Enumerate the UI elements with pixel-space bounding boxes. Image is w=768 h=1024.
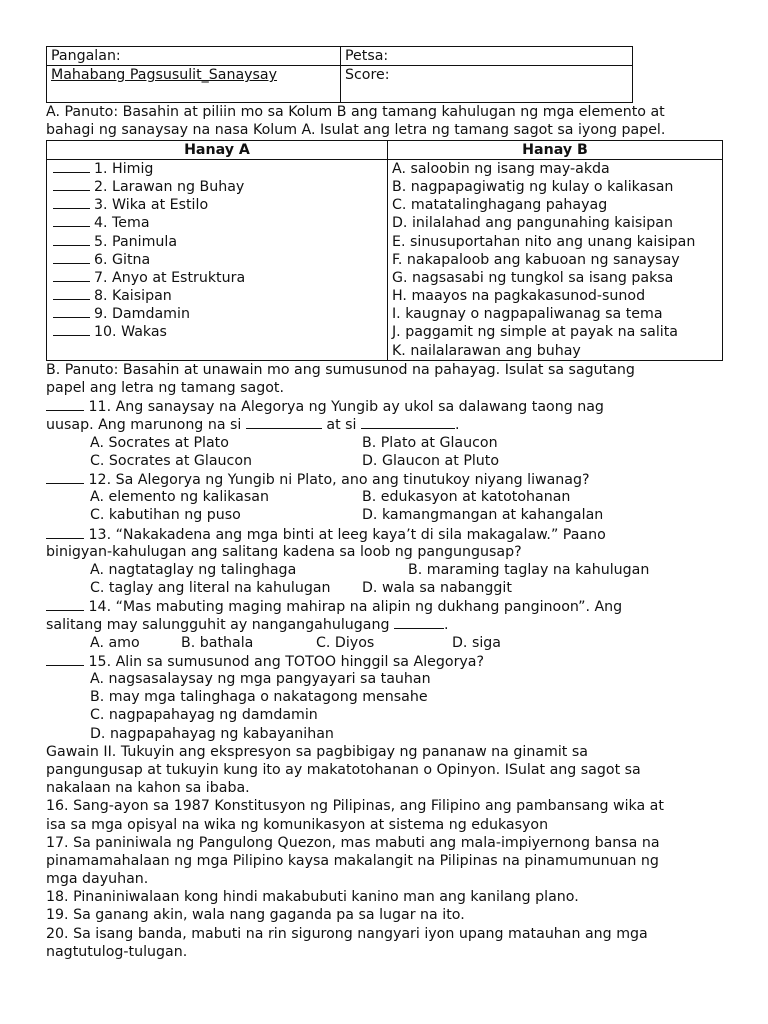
question-11: 11. Ang sanaysay na Alegorya ng Yungib ay ukol sa dalawang taong nag bbox=[46, 397, 736, 415]
question-15: 15. Alin sa sumusunod ang TOTOO hinggil sa Alegorya? bbox=[46, 652, 736, 670]
option: D. siga bbox=[452, 634, 501, 651]
fill-blank bbox=[361, 415, 455, 429]
gawain-line: 16. Sang-ayon sa 1987 Konstitusyon ng Pilipinas, ang Filipino ang pambansang wika at bbox=[46, 798, 664, 815]
fill-blank bbox=[246, 415, 322, 429]
list-item: 8. Kaisipan bbox=[53, 287, 387, 305]
date-label: Petsa: bbox=[341, 47, 633, 66]
answer-blank bbox=[53, 287, 90, 300]
part-a-instructions-2: bahagi ng sanaysay na nasa Kolum A. Isulat ang letra ng tamang sagot sa iyong papel. bbox=[46, 122, 666, 139]
option: B. maraming taglay na kahulugan bbox=[408, 561, 650, 578]
gawain-line: mga dayuhan. bbox=[46, 871, 149, 888]
test-title: Mahabang Pagsusulit_Sanaysay bbox=[51, 67, 278, 84]
question-options bbox=[46, 434, 736, 452]
col-a-header: Hanay A bbox=[47, 140, 388, 159]
question-14: 14. “Mas mabuting maging mahirap na alipin ng dukhang panginoon”. Ang bbox=[46, 597, 736, 615]
question-12: 12. Sa Alegorya ng Yungib ni Plato, ano ang tinutukoy niyang liwanag? bbox=[46, 470, 736, 488]
option: C. nagpapahayag ng damdamin bbox=[90, 707, 318, 724]
option: D. wala sa nabanggit bbox=[362, 580, 512, 597]
gawain-ii-section bbox=[46, 743, 736, 961]
score-label: Score: bbox=[341, 66, 633, 103]
answer-blank bbox=[53, 214, 90, 227]
option: A. nagsasalaysay ng mga pangyayari sa tauhan bbox=[90, 671, 431, 688]
list-item: 7. Anyo at Estruktura bbox=[53, 269, 387, 287]
answer-blank bbox=[46, 397, 84, 411]
option: C. kabutihan ng puso bbox=[90, 507, 241, 524]
option: D. nagpapahayag ng kabayanihan bbox=[90, 725, 334, 742]
list-item: G. nagsasabi ng tungkol sa isang paksa bbox=[392, 269, 674, 286]
quiz-page: Pangalan: Petsa: Mahabang Pagsusulit_Sanaysay Score: A. Panuto: Basahin at piliin mo sa Kolum B ang tamang kahulugan ng mga elemento at bahagi ng sanaysay na nasa Kolum A. Isulat ang letra ng tamang sagot sa iyong papel. Hanay A Hanay B 1. Himig 2. Larawan ng Buhay 3. Wika at Estilo 4. Tema 5. Panimula 6. Gitna 7. Anyo at Estruktura 8. Kaisipan 9. Damdamin 10. Wakas A. saloobin ng isang may-akda B. nagpapagiwatig ng kulay o kalikasan C. matatalinghagang pahayag D. inilalahad ang pangunahing kaisipan E. sinusuportahan nito ang unang kaisipan F. nakapaloob ang kabuoan ng sanaysay G. nagsasabi ng tungkol sa isang paksa H. maayos na pagkakasunod-sunod I. kaugnay o nagpapaliwanag sa tema J. paggamit ng simple at payak na salita K. nailalarawan ang buhay B. Panuto: Basahin at unawain mo ang sumusunod na pahayag. Isulat sa sagutang papel ang letra ng tamang sagot. 11. Ang sanaysay na Alegorya ng Yungib ay ukol sa dalawang taong nag uusap. Ang marunong na si at si . A. Socrates at Plato B. Plato at Glaucon C. Socrates at Glaucon D. Glaucon at Pluto 12. Sa Alegorya ng Yungib ni Plato, ano ang tinutukoy niyang liwanag? A. elemento ng kalikasan B. edukasyon at katotohanan C. kabutihan ng puso D. kamangmangan at kahangalan 13. “Nakakadena ang mga binti at leeg kaya’t di sila makagalaw.” Paano binigyan-kahulugan ang salitang kadena sa loob ng pangungusap? A. nagtataglay ng talinghaga B. maraming taglay na kahulugan C. taglay ang literal na kahulugan D. wala sa nabanggit 14. “Mas mabuting maging mahirap na alipin ng dukhang panginoon”. Ang salitang may salungguhit ay nangangahulugang . A. amo B. bathala C. Diyos D. siga 15. Alin sa sumusunod ang TOTOO hinggil sa Alegorya? A. nagsasalaysay ng mga pangyayari sa tauhan B. may mga talinghaga o nakatagong mensahe C. nagpapahayag ng damdamin D. nagpapahayag ng kabayanihan Gawain II. Tukuyin ang ekspresyon sa pagbibigay ng pananaw na ginamit sa pangungusap at tukuyin kung ito ay makatotohanan o Opinyon. ISulat ang sagot sa nakalaan na kahon sa ibaba. 16. Sang-ayon sa 1987 Konstitusyon ng Pilipinas, ang Filipino ang pambansang wika at isa sa mga opisyal na wika ng komunikasyon at sistema ng edukasyon 17. Sa paniniwala ng Pangulong Quezon, mas mabuti ang mala-impiyernong bansa na pinamamahalaan ng mga Pilipino kaysa makalangit na Pilipinas na pinamumunuan ng mga dayuhan. 18. Pinaniniwalaan kong hindi makabubuti kanino man ang kanilang plano. 19. Sa ganang akin, wala nang gaganda pa sa lugar na ito. 20. Sa isang banda, mabuti na rin sigurong nangyari iyon upang matauhan ang mga nagtutulog-tulugan. bbox=[46, 46, 736, 961]
gawain-line: nagtutulog-tulugan. bbox=[46, 943, 188, 960]
list-item: F. nakapaloob ang kabuoan ng sanaysay bbox=[392, 251, 680, 268]
list-item: 2. Larawan ng Buhay bbox=[53, 178, 387, 196]
gawain-line: Gawain II. Tukuyin ang ekspresyon sa pagbibigay ng pananaw na ginamit sa bbox=[46, 743, 588, 760]
column-a bbox=[47, 159, 388, 360]
gawain-line: 18. Pinaniniwalaan kong hindi makabubuti kanino man ang kanilang plano. bbox=[46, 889, 579, 906]
list-item: A. saloobin ng isang may-akda bbox=[392, 160, 610, 177]
question-options bbox=[46, 579, 736, 597]
list-item: D. inilalahad ang pangunahing kaisipan bbox=[392, 215, 673, 232]
list-item: 3. Wika at Estilo bbox=[53, 196, 387, 214]
option: A. amo bbox=[90, 634, 140, 651]
list-item: 10. Wakas bbox=[53, 323, 387, 341]
list-item: J. paggamit ng simple at payak na salita bbox=[392, 324, 678, 341]
list-item: 1. Himig bbox=[53, 160, 387, 178]
part-b-instructions-2: papel ang letra ng tamang sagot. bbox=[46, 380, 284, 397]
list-item: 5. Panimula bbox=[53, 233, 387, 251]
question-options bbox=[46, 506, 736, 524]
list-item: E. sinusuportahan nito ang unang kaisipan bbox=[392, 233, 696, 250]
question-options bbox=[46, 634, 736, 652]
gawain-line: 17. Sa paniniwala ng Pangulong Quezon, mas mabuti ang mala-impiyernong bansa na bbox=[46, 834, 660, 851]
option: C. Socrates at Glaucon bbox=[90, 452, 252, 469]
list-item: K. nailalarawan ang buhay bbox=[392, 342, 581, 359]
question-13: 13. “Nakakadena ang mga binti at leeg kaya’t di sila makagalaw.” Paano bbox=[46, 525, 736, 543]
option: A. Socrates at Plato bbox=[90, 434, 229, 451]
part-a-instructions-1: A. Panuto: Basahin at piliin mo sa Kolum B ang tamang kahulugan ng mga elemento at bbox=[46, 104, 665, 121]
answer-blank bbox=[53, 178, 90, 191]
col-b-header: Hanay B bbox=[388, 140, 723, 159]
gawain-line: isa sa mga opisyal na wika ng komunikasyon at sistema ng edukasyon bbox=[46, 816, 549, 833]
option: B. Plato at Glaucon bbox=[362, 434, 498, 451]
header-table bbox=[46, 46, 633, 103]
list-item: B. nagpapagiwatig ng kulay o kalikasan bbox=[392, 178, 674, 195]
option: C. Diyos bbox=[316, 634, 375, 651]
question-options bbox=[46, 488, 736, 506]
answer-blank bbox=[53, 196, 90, 209]
answer-blank bbox=[53, 160, 90, 173]
gawain-line: 20. Sa isang banda, mabuti na rin sigurong nangyari iyon upang matauhan ang mga bbox=[46, 925, 648, 942]
option: D. Glaucon at Pluto bbox=[362, 452, 500, 469]
list-item: I. kaugnay o nagpapaliwanag sa tema bbox=[392, 306, 663, 323]
gawain-line: pangungusap at tukuyin kung ito ay makatotohanan o Opinyon. ISulat ang sagot sa bbox=[46, 761, 641, 778]
answer-blank bbox=[46, 470, 84, 484]
matching-table bbox=[46, 140, 723, 361]
list-item: 9. Damdamin bbox=[53, 305, 387, 323]
list-item: C. matatalinghagang pahayag bbox=[392, 197, 608, 214]
option: B. may mga talinghaga o nakatagong mensahe bbox=[90, 689, 428, 706]
list-item: 6. Gitna bbox=[53, 251, 387, 269]
answer-blank bbox=[46, 652, 84, 666]
fill-blank bbox=[394, 615, 444, 629]
name-label: Pangalan: bbox=[47, 47, 341, 66]
answer-blank bbox=[46, 525, 84, 539]
answer-blank bbox=[46, 597, 84, 611]
gawain-line: 19. Sa ganang akin, wala nang gaganda pa sa lugar na ito. bbox=[46, 907, 465, 924]
option: A. elemento ng kalikasan bbox=[90, 489, 269, 506]
option: A. nagtataglay ng talinghaga bbox=[90, 561, 297, 578]
list-item: H. maayos na pagkakasunod-sunod bbox=[392, 288, 646, 305]
answer-blank bbox=[53, 269, 90, 282]
question-options bbox=[46, 561, 736, 579]
question-options bbox=[46, 452, 736, 470]
gawain-line: pinamamahalaan ng mga Pilipino kaysa makalangit na Pilipinas na pinamumunuan ng bbox=[46, 852, 659, 869]
option: C. taglay ang literal na kahulugan bbox=[90, 580, 331, 597]
gawain-line: nakalaan na kahon sa ibaba. bbox=[46, 780, 250, 797]
option: D. kamangmangan at kahangalan bbox=[362, 507, 604, 524]
option: B. bathala bbox=[181, 634, 254, 651]
answer-blank bbox=[53, 323, 90, 336]
option: B. edukasyon at katotohanan bbox=[362, 489, 571, 506]
answer-blank bbox=[53, 251, 90, 264]
answer-blank bbox=[53, 233, 90, 246]
column-b bbox=[388, 159, 723, 360]
list-item: 4. Tema bbox=[53, 214, 387, 232]
answer-blank bbox=[53, 305, 90, 318]
part-b-instructions-1: B. Panuto: Basahin at unawain mo ang sumusunod na pahayag. Isulat sa sagutang bbox=[46, 361, 635, 378]
